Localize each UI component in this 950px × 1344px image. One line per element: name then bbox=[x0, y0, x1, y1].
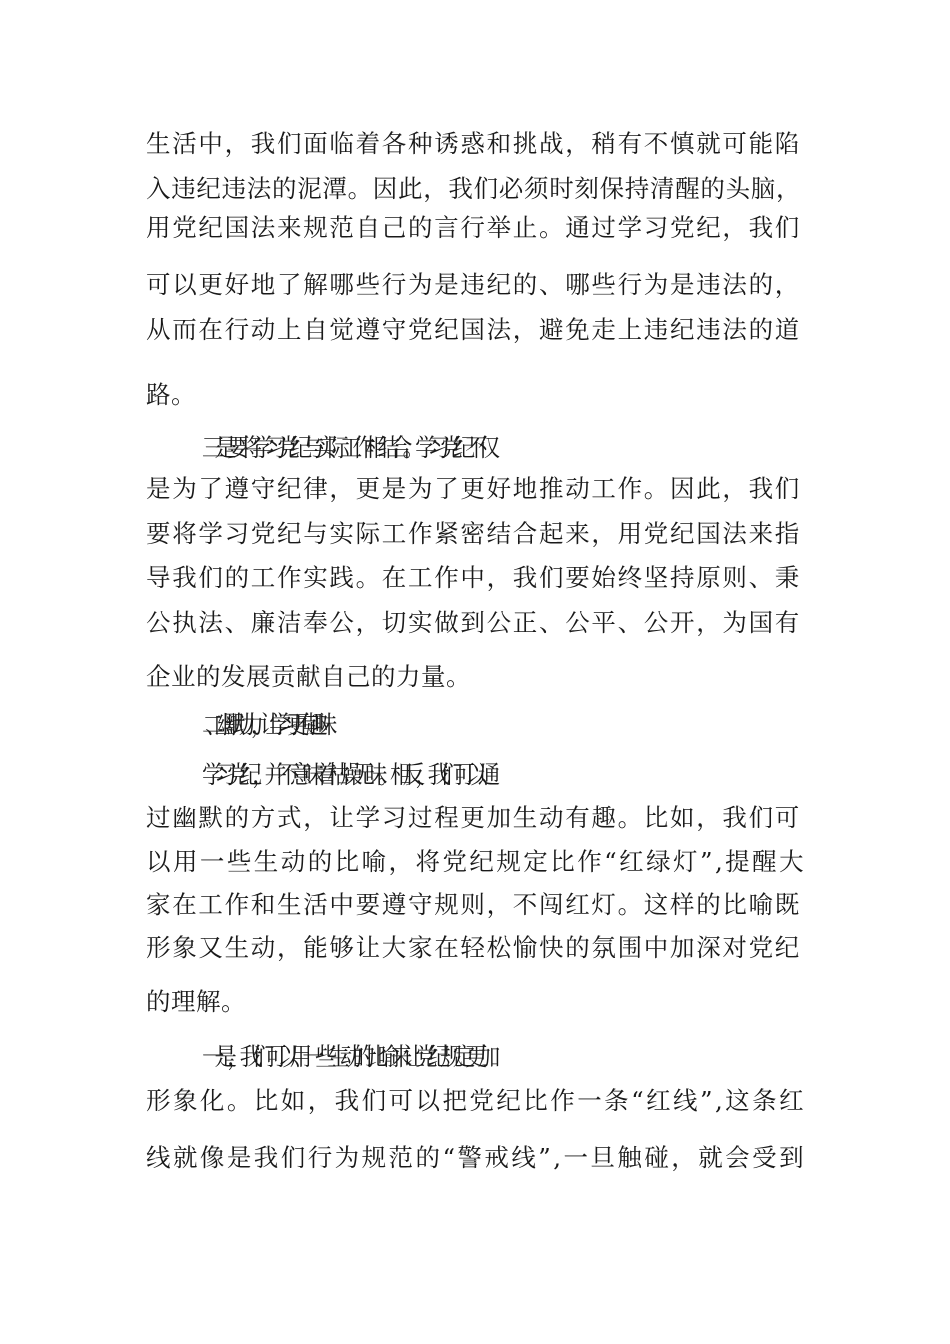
paragraph-start-line: 三是要将学习党纪与实际工作相结合。学习党纪不仅 bbox=[202, 433, 491, 462]
section-heading: 二 、幽默助力，让学习更有趣味 bbox=[202, 710, 324, 739]
text-line: 过幽默的方式，让学习过程更加生动有趣。比如，我们可 bbox=[146, 803, 801, 832]
text-line: 线就像是我们行为规范的“警戒线”,一旦触碰，就会受到 bbox=[146, 1143, 807, 1172]
text-line: 可以更好地了解哪些行为是违纪的、哪些行为是违法的， bbox=[146, 270, 801, 299]
text-line: 形象化。比如，我们可以把党纪比作一条“红线”,这条红 bbox=[146, 1086, 807, 1115]
paragraph-start-line: 一是，我们可以用一些生动的比喻来让党纪规定更加 bbox=[202, 1042, 491, 1071]
text-line: 生活中，我们面临着各种诱惑和挑战，稍有不慎就可能陷 bbox=[146, 129, 801, 158]
text-line: 企业的发展贡献自己的力量。 bbox=[146, 662, 471, 691]
paragraph-start-line: 学习党纪，并不意味着枯燥无味。相反，我们可以通 bbox=[202, 760, 491, 789]
text-line: 形象又生动，能够让大家在轻松愉快的氛围中加深对党纪 bbox=[146, 933, 801, 962]
text-line: 的理解。 bbox=[146, 987, 246, 1016]
text-line: 从而在行动上自觉遵守党纪国法，避免走上违纪违法的道 bbox=[146, 315, 801, 344]
text-line: 要将学习党纪与实际工作紧密结合起来，用党纪国法来指 bbox=[146, 519, 801, 548]
text-line: 家在工作和生活中要遵守规则，不闯红灯。这样的比喻既 bbox=[146, 890, 801, 919]
text-line: 以用一些生动的比喻，将党纪规定比作“红绿灯”,提醒大 bbox=[146, 847, 807, 876]
text-line: 路。 bbox=[146, 380, 196, 409]
text-line: 用党纪国法来规范自己的言行举止。通过学习党纪，我们 bbox=[146, 213, 801, 242]
text-line: 是为了遵守纪律，更是为了更好地推动工作。因此，我们 bbox=[146, 474, 801, 503]
text-line: 导我们的工作实践。在工作中，我们要始终坚持原则、秉 bbox=[146, 563, 801, 592]
text-line: 公执法、廉洁奉公，切实做到公正、公平、公开，为国有 bbox=[146, 608, 801, 637]
text-line: 入违纪违法的泥潭。因此，我们必须时刻保持清醒的头脑， bbox=[146, 174, 802, 203]
